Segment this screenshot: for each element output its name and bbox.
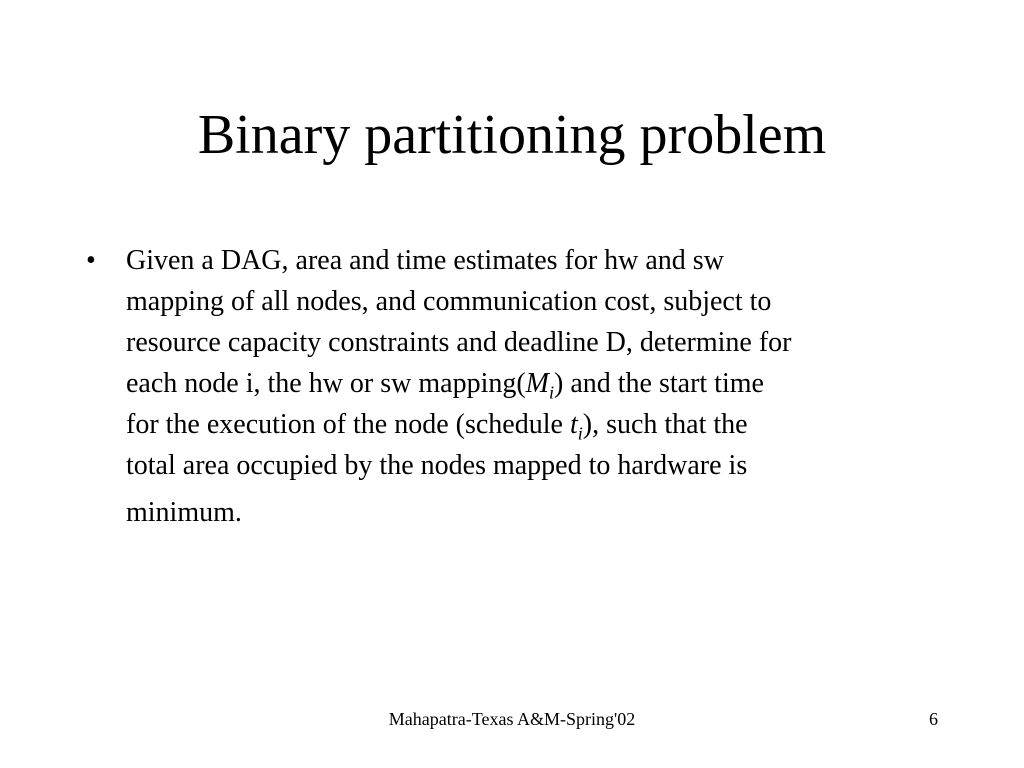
bullet-line-2: mapping of all nodes, and communication cost, subject to <box>126 286 772 317</box>
schedule-variable: $t_i$ <box>569 409 583 444</box>
bullet-line-4-after: ) and the start time <box>554 368 764 399</box>
bullet-line-4-before: each node i, the hw or sw mapping( <box>126 368 526 399</box>
bullet-marker: • <box>86 245 96 276</box>
bullet-line-4 <box>126 363 956 404</box>
bullet-line-1: Given a DAG, area and time estimates for hw and sw <box>126 245 724 276</box>
mapping-variable: $M_i$ <box>525 368 555 403</box>
bullet-line-3: resource capacity constraints and deadline D, determine for <box>126 327 792 358</box>
bullet-line-5-after: ), such that the <box>582 409 748 440</box>
bullet-item <box>86 240 956 533</box>
bullet-line-6: total area occupied by the nodes mapped to hardware is <box>126 450 748 481</box>
bullet-line-5-before: for the execution of the node (schedule <box>126 409 570 440</box>
bullet-line-5 <box>126 404 956 445</box>
bullet-line-7: minimum. <box>126 497 242 528</box>
bullet-list <box>86 240 956 533</box>
page-number: 6 <box>929 709 938 729</box>
slide-title: Binary partitioning problem <box>197 104 827 166</box>
footer-text: Mahapatra-Texas A&M-Spring'02 <box>388 709 636 729</box>
